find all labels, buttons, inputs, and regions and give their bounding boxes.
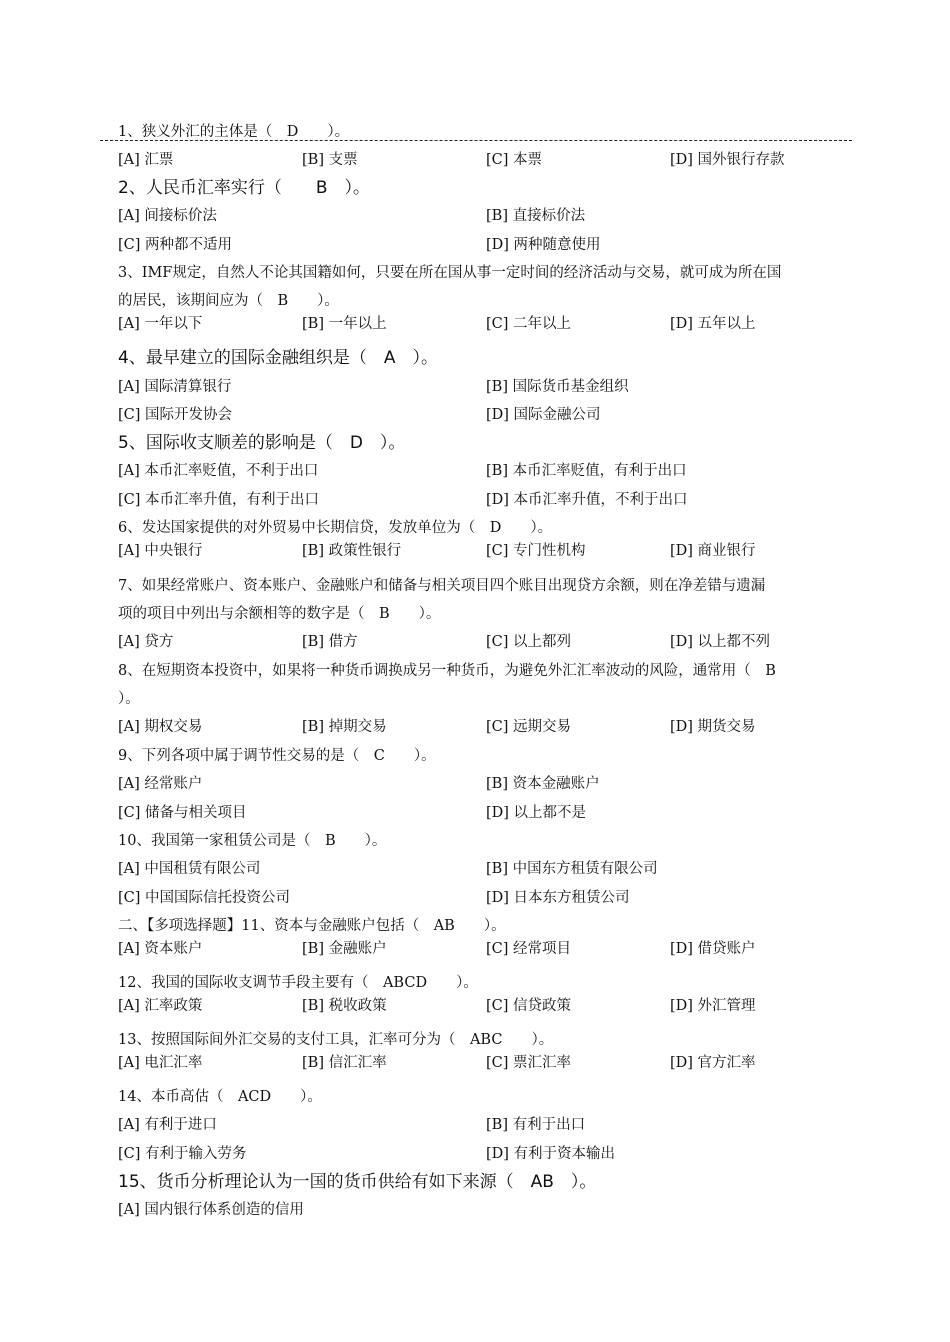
question-7-option-b: [B] 借方 (302, 634, 358, 650)
question-6-stem: 6、发达国家提供的对外贸易中长期信贷，发放单位为（ D ）。 (118, 520, 553, 536)
question-4-option-b: [B] 国际货币基金组织 (486, 379, 629, 395)
question-12-option-b: [B] 税收政策 (302, 998, 387, 1014)
question-5-option-b: [B] 本币汇率贬值，有利于出口 (486, 463, 687, 479)
question-11-option-c: [C] 经常项目 (486, 941, 572, 957)
question-11-option-d: [D] 借贷账户 (670, 941, 756, 957)
question-13-option-d: [D] 官方汇率 (670, 1055, 756, 1071)
question-6-option-a: [A] 中央银行 (118, 543, 203, 559)
question-1-option-a: [A] 汇票 (118, 152, 174, 168)
question-4-option-a: [A] 国际清算银行 (118, 379, 232, 395)
question-9-option-d: [D] 以上都不是 (486, 805, 587, 821)
question-12-stem: 12、我国的国际收支调节手段主要有（ ABCD ）。 (118, 975, 478, 991)
question-1-stem: 1、狭义外汇的主体是（ D ）。 (118, 124, 350, 140)
question-15-option-a: [A] 国内银行体系创造的信用 (118, 1202, 304, 1218)
question-10-option-a: [A] 中国租赁有限公司 (118, 861, 261, 877)
question-10-option-d: [D] 日本东方租赁公司 (486, 890, 630, 906)
question-11-option-a: [A] 资本账户 (118, 941, 203, 957)
question-8-option-b: [B] 掉期交易 (302, 719, 387, 735)
question-6-option-b: [B] 政策性银行 (302, 543, 402, 559)
question-9-option-c: [C] 储备与相关项目 (118, 805, 247, 821)
question-2-stem: 2、人民币汇率实行（ B ）。 (118, 178, 370, 198)
question-7-option-a: [A] 贷方 (118, 634, 174, 650)
question-13-stem: 13、按照国际间外汇交易的支付工具，汇率可分为（ ABC ）。 (118, 1032, 554, 1048)
question-15-stem: 15、货币分析理论认为一国的货币供给有如下来源（ AB ）。 (118, 1172, 597, 1192)
question-8-stem-line1: 8、在短期资本投资中，如果将一种货币调换成另一种货币，为避免外汇汇率波动的风险，通常用（ B (118, 663, 776, 679)
question-14-option-a: [A] 有利于进口 (118, 1117, 217, 1133)
question-9-option-b: [B] 资本金融账户 (486, 776, 600, 792)
question-4-option-c: [C] 国际开发协会 (118, 407, 233, 423)
question-14-option-b: [B] 有利于出口 (486, 1117, 586, 1133)
question-5-stem: 5、国际收支顺差的影响是（ D ）。 (118, 433, 406, 453)
question-7-option-d: [D] 以上都不列 (670, 634, 771, 650)
question-6-option-c: [C] 专门性机构 (486, 543, 586, 559)
question-12-option-d: [D] 外汇管理 (670, 998, 756, 1014)
question-3-option-c: [C] 二年以上 (486, 316, 572, 332)
question-2-option-c: [C] 两种都不适用 (118, 237, 233, 253)
question-7-stem-line2: 项的项目中列出与余额相等的数字是（ B ）。 (118, 606, 441, 622)
question-3-stem-line1: 3、IMF规定，自然人不论其国籍如何，只要在所在国从事一定时间的经济活动与交易，就可成为所在国 (118, 265, 782, 281)
question-8-option-a: [A] 期权交易 (118, 719, 203, 735)
question-7-stem-line1: 7、如果经常账户、资本账户、金融账户和储备与相关项目四个账目出现贷方余额，则在净差错与遗漏 (118, 578, 766, 594)
question-12-option-a: [A] 汇率政策 (118, 998, 203, 1014)
question-3-option-a: [A] 一年以下 (118, 316, 203, 332)
question-6-option-d: [D] 商业银行 (670, 543, 756, 559)
question-13-option-a: [A] 电汇汇率 (118, 1055, 203, 1071)
question-5-option-c: [C] 本币汇率升值，有利于出口 (118, 492, 320, 508)
question-8-stem-line2: ）。 (118, 691, 140, 707)
question-7-option-c: [C] 以上都列 (486, 634, 572, 650)
question-8-option-c: [C] 远期交易 (486, 719, 572, 735)
question-10-stem: 10、我国第一家租赁公司是（ B ）。 (118, 833, 387, 849)
question-9-option-a: [A] 经常账户 (118, 776, 203, 792)
question-3-stem-line2: 的居民，该期间应为（ B ）。 (118, 293, 339, 309)
question-5-option-a: [A] 本币汇率贬值，不利于出口 (118, 463, 319, 479)
question-3-option-b: [B] 一年以上 (302, 316, 387, 332)
question-5-option-d: [D] 本币汇率升值，不利于出口 (486, 492, 688, 508)
question-2-option-a: [A] 间接标价法 (118, 208, 217, 224)
question-1-option-d: [D] 国外银行存款 (670, 152, 785, 168)
question-12-option-c: [C] 信贷政策 (486, 998, 572, 1014)
question-14-option-d: [D] 有利于资本输出 (486, 1146, 616, 1162)
question-1-option-c: [C] 本票 (486, 152, 543, 168)
question-14-stem: 14、本币高估（ ACD ）。 (118, 1089, 322, 1105)
question-1-option-b: [B] 支票 (302, 152, 358, 168)
question-10-option-c: [C] 中国国际信托投资公司 (118, 890, 291, 906)
question-4-option-d: [D] 国际金融公司 (486, 407, 601, 423)
dashed-divider (100, 140, 852, 141)
question-2-option-b: [B] 直接标价法 (486, 208, 586, 224)
question-3-option-d: [D] 五年以上 (670, 316, 756, 332)
question-9-stem: 9、下列各项中属于调节性交易的是（ C ）。 (118, 748, 436, 764)
question-13-option-b: [B] 信汇汇率 (302, 1055, 387, 1071)
question-2-option-d: [D] 两种随意使用 (486, 237, 601, 253)
question-10-option-b: [B] 中国东方租赁有限公司 (486, 861, 658, 877)
question-11-stem: 二、【多项选择题】11、资本与金融账户包括（ AB ）。 (118, 918, 506, 934)
question-14-option-c: [C] 有利于输入劳务 (118, 1146, 247, 1162)
question-11-option-b: [B] 金融账户 (302, 941, 387, 957)
question-8-option-d: [D] 期货交易 (670, 719, 756, 735)
question-13-option-c: [C] 票汇汇率 (486, 1055, 572, 1071)
question-4-stem: 4、最早建立的国际金融组织是（ A ）。 (118, 348, 438, 368)
